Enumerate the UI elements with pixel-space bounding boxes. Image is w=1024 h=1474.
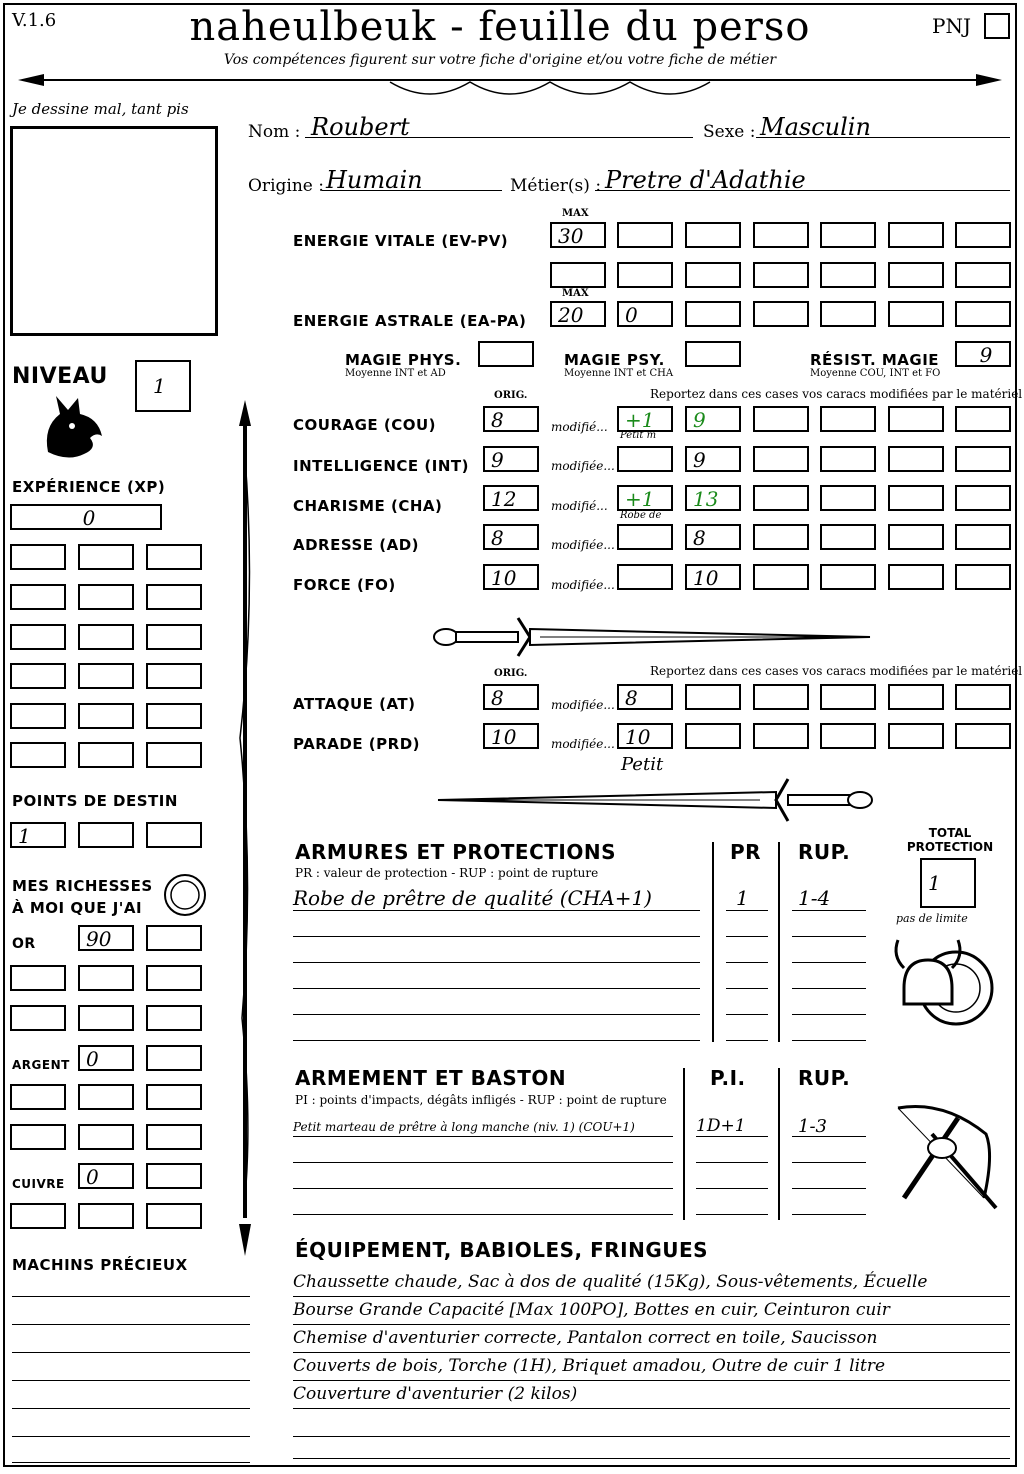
weapon-rup-line[interactable] — [792, 1168, 866, 1189]
argent-box[interactable] — [78, 1084, 134, 1110]
xp-box[interactable]: 0 — [10, 504, 162, 530]
stat-mod-label: modifiée... — [551, 578, 615, 592]
xp-box[interactable] — [78, 624, 134, 650]
magie-psy-box[interactable] — [685, 341, 741, 367]
destin-box[interactable] — [78, 822, 134, 848]
ea-max-box[interactable]: 20 — [550, 301, 606, 327]
xp-box[interactable] — [78, 742, 134, 768]
armor-divider — [712, 842, 714, 1042]
combat-final-box[interactable]: 10 — [617, 723, 673, 749]
weapon-divider — [683, 1068, 685, 1220]
combat-box[interactable] — [888, 723, 944, 749]
stat-label: INTELLIGENCE (INT) — [293, 457, 469, 475]
ev-box[interactable] — [685, 262, 741, 288]
cuivre-label: CUIVRE — [12, 1177, 65, 1191]
stat-orig-box[interactable]: 8 — [483, 524, 539, 550]
origine-value: Humain — [326, 166, 423, 194]
origine-field[interactable] — [322, 166, 502, 194]
stat-label: ADRESSE (AD) — [293, 536, 420, 554]
argent-box[interactable]: 0 — [78, 1045, 134, 1071]
sword-icon — [430, 610, 880, 660]
resist-magie-box[interactable]: 9 — [955, 341, 1011, 367]
combat-final-box[interactable]: 8 — [617, 684, 673, 710]
stat-box[interactable] — [820, 406, 876, 432]
nom-label: Nom : — [248, 122, 301, 142]
ev-box[interactable] — [955, 222, 1011, 248]
combat-note: Petit — [621, 754, 664, 775]
armor-rup-line[interactable] — [792, 1018, 866, 1041]
sexe-value: Masculin — [760, 113, 871, 141]
sexe-field[interactable] — [756, 113, 1010, 141]
xp-box[interactable] — [146, 624, 202, 650]
stat-mod-box[interactable] — [617, 524, 673, 550]
armor-name-line[interactable] — [293, 1018, 700, 1041]
armement-title: ARMEMENT ET BASTON — [295, 1066, 567, 1090]
equipment-line[interactable] — [293, 1412, 1010, 1437]
orig-label: ORIG. — [494, 390, 528, 401]
ea-box[interactable]: 0 — [617, 301, 673, 327]
orig-label: ORIG. — [494, 668, 528, 679]
ev-box[interactable] — [955, 262, 1011, 288]
armures-sub: PR : valeur de protection - RUP : point de rupture — [295, 866, 599, 880]
pnj-label: PNJ — [932, 14, 971, 38]
ea-box[interactable] — [955, 301, 1011, 327]
magie-psy-label: MAGIE PSY. — [564, 351, 665, 369]
magie-phys-sub: Moyenne INT et AD — [345, 368, 446, 379]
xp-box[interactable] — [10, 703, 66, 729]
xp-box[interactable] — [78, 544, 134, 570]
stat-box[interactable] — [955, 406, 1011, 432]
stat-mod-box[interactable]: +1 — [617, 485, 673, 511]
equipment-line[interactable] — [293, 1300, 1010, 1325]
resist-magie-sub: Moyenne COU, INT et FO — [810, 368, 941, 379]
ev-box[interactable] — [820, 222, 876, 248]
magie-phys-label: MAGIE PHYS. — [345, 351, 462, 369]
rup-header: RUP. — [798, 840, 851, 864]
stat-orig-box[interactable]: 12 — [483, 485, 539, 511]
coin-icon — [162, 872, 208, 918]
report-note: Reportez dans ces cases vos caracs modifiées par le matériel — [650, 387, 1023, 401]
or-box[interactable] — [10, 1005, 66, 1031]
argent-box[interactable] — [10, 1124, 66, 1150]
ea-box[interactable] — [888, 301, 944, 327]
armor-rup: 1-4 — [798, 886, 831, 910]
armor-pr-line[interactable] — [726, 914, 768, 937]
or-box[interactable] — [146, 965, 202, 991]
sexe-label: Sexe : — [703, 122, 756, 142]
stat-final-box[interactable]: 8 — [685, 524, 741, 550]
ea-box[interactable] — [685, 301, 741, 327]
armor-name: Robe de prêtre de qualité (CHA+1) — [293, 886, 652, 910]
weapon-pi: 1D+1 — [696, 1116, 746, 1136]
weapon-rup-line[interactable] — [792, 1194, 866, 1215]
stat-box[interactable] — [820, 524, 876, 550]
stat-mod-box[interactable] — [617, 446, 673, 472]
stat-mod-box[interactable]: +1 — [617, 406, 673, 432]
weapon-rup-line[interactable] — [792, 1116, 866, 1137]
stat-box[interactable] — [753, 446, 809, 472]
report-note: Reportez dans ces cases vos caracs modifiées par le matériel — [650, 664, 1023, 678]
xp-box[interactable] — [78, 663, 134, 689]
xp-box[interactable] — [146, 584, 202, 610]
armor-pr-line[interactable] — [726, 992, 768, 1015]
combat-orig-box[interactable]: 10 — [483, 723, 539, 749]
stat-mod-label: modifiée... — [551, 538, 615, 552]
armor-name-line[interactable] — [293, 992, 700, 1015]
precious-line[interactable] — [12, 1338, 250, 1353]
stat-orig-box[interactable]: 9 — [483, 446, 539, 472]
ea-box[interactable] — [820, 301, 876, 327]
weapon-pi-line[interactable] — [696, 1194, 768, 1215]
richesses-label-2: À MOI QUE J'AI — [12, 899, 143, 917]
armor-rup-line[interactable] — [792, 914, 866, 937]
armor-name-line[interactable] — [293, 914, 700, 937]
armor-divider — [778, 842, 780, 1042]
stat-box[interactable] — [753, 485, 809, 511]
armor-pr-line[interactable] — [726, 940, 768, 963]
precious-line[interactable] — [12, 1310, 250, 1325]
armor-rup-line[interactable] — [792, 886, 866, 911]
or-box[interactable] — [10, 965, 66, 991]
xp-box[interactable] — [10, 584, 66, 610]
magie-phys-box[interactable] — [478, 341, 534, 367]
precious-line[interactable] — [12, 1394, 250, 1409]
total-label-2: PROTECTION — [906, 840, 994, 854]
page-subtitle: Vos compétences figurent sur votre fiche d'origine et/ou votre fiche de métier — [223, 52, 777, 68]
or-box[interactable]: 90 — [78, 925, 134, 951]
metier-label: Métier(s) : — [510, 176, 602, 196]
stat-box[interactable] — [888, 485, 944, 511]
stat-mod-note: Robe de — [620, 510, 662, 521]
weapon-rup-line[interactable] — [792, 1142, 866, 1163]
cuivre-box[interactable] — [78, 1203, 134, 1229]
combat-box[interactable] — [820, 684, 876, 710]
total-protection-label — [904, 826, 996, 854]
stat-box[interactable] — [820, 446, 876, 472]
precious-line[interactable] — [12, 1282, 250, 1297]
cuivre-box[interactable] — [146, 1163, 202, 1189]
stat-box[interactable] — [888, 564, 944, 590]
argent-box[interactable] — [146, 1045, 202, 1071]
stat-box[interactable] — [955, 564, 1011, 590]
armor-pr-line[interactable] — [726, 966, 768, 989]
combat-label: PARADE (PRD) — [293, 735, 421, 753]
or-label: OR — [12, 936, 36, 952]
argent-box[interactable] — [10, 1084, 66, 1110]
ev-box[interactable] — [753, 262, 809, 288]
stat-orig-box[interactable]: 8 — [483, 406, 539, 432]
weapon-pi-line[interactable] — [696, 1168, 768, 1189]
equipment-text: Chemise d'aventurier correcte, Pantalon correct en toile, Saucisson — [293, 1328, 878, 1348]
equipment-line[interactable] — [293, 1384, 1010, 1409]
xp-box[interactable] — [10, 624, 66, 650]
armor-pr: 1 — [736, 886, 749, 910]
sword-icon — [430, 775, 880, 825]
weapon-name: Petit marteau de prêtre à long manche (niv. 1) (COU+1) — [293, 1120, 635, 1134]
combat-box[interactable] — [685, 684, 741, 710]
ev-box[interactable] — [888, 262, 944, 288]
equipment-text: Couverture d'aventurier (2 kilos) — [293, 1384, 578, 1404]
armor-name-line[interactable] — [293, 966, 700, 989]
xp-label: EXPÉRIENCE (XP) — [12, 478, 166, 496]
equipment-line[interactable] — [293, 1356, 1010, 1381]
stat-box[interactable] — [753, 564, 809, 590]
ev-box[interactable] — [550, 262, 606, 288]
xp-box[interactable] — [78, 584, 134, 610]
equipment-text: Chaussette chaude, Sac à dos de qualité (15Kg), Sous-vêtements, Écuelle — [293, 1272, 928, 1292]
stat-final-box[interactable]: 9 — [685, 406, 741, 432]
combat-box[interactable] — [955, 723, 1011, 749]
combat-box[interactable] — [820, 723, 876, 749]
or-box[interactable] — [146, 1005, 202, 1031]
combat-box[interactable] — [955, 684, 1011, 710]
stat-mod-label: modifié... — [551, 499, 608, 513]
stat-box[interactable] — [753, 524, 809, 550]
combat-mod-label: modifiée... — [551, 698, 615, 712]
equipment-text: Bourse Grande Capacité [Max 100PO], Bottes en cuir, Ceinturon cuir — [293, 1300, 890, 1320]
equipment-line[interactable] — [293, 1272, 1010, 1297]
magie-psy-sub: Moyenne INT et CHA — [564, 368, 674, 379]
portrait-box[interactable] — [10, 126, 218, 336]
metier-field[interactable] — [595, 166, 1010, 194]
precious-line[interactable] — [12, 1366, 250, 1381]
armor-name-line[interactable] — [293, 940, 700, 963]
xp-box[interactable] — [78, 703, 134, 729]
combat-box[interactable] — [888, 684, 944, 710]
stat-label: COURAGE (COU) — [293, 416, 437, 434]
richesses-label: MES RICHESSES — [12, 877, 153, 895]
armor-rup-line[interactable] — [792, 966, 866, 989]
combat-box[interactable] — [753, 723, 809, 749]
ev-max-box[interactable]: 30 — [550, 222, 606, 248]
xp-box[interactable] — [10, 663, 66, 689]
weapon-pi-line[interactable] — [696, 1142, 768, 1163]
armor-name-line[interactable] — [293, 886, 700, 911]
armement-sub: PI : points d'impacts, dégâts infligés - RUP : point de rupture — [295, 1093, 667, 1107]
stat-mod-box[interactable] — [617, 564, 673, 590]
origine-label: Origine : — [248, 176, 324, 196]
cuivre-box[interactable] — [10, 1203, 66, 1229]
stat-label: CHARISME (CHA) — [293, 497, 443, 515]
precious-line[interactable] — [12, 1422, 250, 1437]
combat-mod-label: modifiée... — [551, 737, 615, 751]
or-box[interactable] — [78, 1005, 134, 1031]
stat-label: FORCE (FO) — [293, 576, 396, 594]
weapon-pi-line[interactable] — [696, 1116, 768, 1137]
argent-box[interactable] — [146, 1084, 202, 1110]
cuivre-box[interactable]: 0 — [78, 1163, 134, 1189]
pi-header: P.I. — [710, 1066, 746, 1090]
stat-box[interactable] — [955, 485, 1011, 511]
pnj-checkbox[interactable] — [984, 13, 1010, 39]
or-box[interactable] — [146, 925, 202, 951]
weapon-name-line[interactable] — [293, 1142, 673, 1163]
stat-final-box[interactable]: 13 — [685, 485, 741, 511]
stat-box[interactable] — [820, 564, 876, 590]
total-protection-box[interactable]: 1 — [920, 858, 976, 908]
stat-orig-box[interactable]: 10 — [483, 564, 539, 590]
ev-box[interactable] — [820, 262, 876, 288]
stat-box[interactable] — [955, 446, 1011, 472]
combat-orig-box[interactable]: 8 — [483, 684, 539, 710]
niveau-box[interactable]: 1 — [135, 360, 191, 412]
rup-header: RUP. — [798, 1066, 851, 1090]
weapon-rup: 1-3 — [798, 1116, 827, 1137]
page-title: naheulbeuk - feuille du perso — [189, 4, 811, 50]
total-label-1: TOTAL — [928, 826, 972, 840]
no-limit-note: pas de limite — [896, 912, 968, 925]
equipment-text: Couverts de bois, Torche (1H), Briquet amadou, Outre de cuir 1 litre — [293, 1356, 886, 1376]
stat-box[interactable] — [955, 524, 1011, 550]
ev-box[interactable] — [888, 222, 944, 248]
ea-max-label: MAX — [562, 288, 589, 299]
stat-mod-label: modifiée... — [551, 459, 615, 473]
machins-precieux-label: MACHINS PRÉCIEUX — [12, 1256, 188, 1274]
stat-box[interactable] — [888, 524, 944, 550]
ev-label: ENERGIE VITALE (EV-PV) — [293, 232, 509, 250]
argent-label: ARGENT — [12, 1058, 70, 1072]
xp-box[interactable] — [146, 544, 202, 570]
stat-final-box[interactable]: 9 — [685, 446, 741, 472]
argent-box[interactable] — [146, 1124, 202, 1150]
version-label: V.1.6 — [12, 10, 57, 31]
stat-box[interactable] — [888, 446, 944, 472]
weapon-name-line[interactable] — [293, 1116, 673, 1137]
ea-label: ENERGIE ASTRALE (EA-PA) — [293, 312, 527, 330]
metier-value: Pretre d'Adathie — [605, 166, 806, 194]
weapon-divider — [778, 1068, 780, 1220]
xp-box[interactable] — [10, 742, 66, 768]
ev-max-label: MAX — [562, 208, 589, 219]
armor-rup-line[interactable] — [792, 992, 866, 1015]
dragon-icon — [38, 392, 108, 464]
ev-box[interactable] — [753, 222, 809, 248]
nom-field[interactable] — [305, 113, 693, 141]
nom-value: Roubert — [311, 113, 410, 141]
armures-title: ARMURES ET PROTECTIONS — [295, 840, 616, 864]
destin-box[interactable]: 1 — [10, 822, 66, 848]
resist-magie-label: RÉSIST. MAGIE — [810, 351, 940, 369]
argent-box[interactable] — [78, 1124, 134, 1150]
destin-box[interactable] — [146, 822, 202, 848]
ev-box[interactable] — [617, 262, 673, 288]
cuivre-box[interactable] — [146, 1203, 202, 1229]
xp-box[interactable] — [10, 544, 66, 570]
stat-box[interactable] — [820, 485, 876, 511]
precious-line[interactable] — [12, 1448, 250, 1463]
combat-label: ATTAQUE (AT) — [293, 695, 416, 713]
ea-box[interactable] — [753, 301, 809, 327]
equipement-title: ÉQUIPEMENT, BABIOLES, FRINGUES — [295, 1238, 709, 1262]
armor-pr-line[interactable] — [726, 1018, 768, 1041]
xp-box[interactable] — [146, 663, 202, 689]
armor-pr-line[interactable] — [726, 886, 768, 911]
xp-box[interactable] — [146, 742, 202, 768]
weapons-icon — [884, 1094, 1008, 1218]
stat-box[interactable] — [753, 406, 809, 432]
stat-box[interactable] — [888, 406, 944, 432]
weapon-name-line[interactable] — [293, 1194, 673, 1215]
equipment-line[interactable] — [293, 1328, 1010, 1353]
xp-box[interactable] — [146, 703, 202, 729]
combat-box[interactable] — [753, 684, 809, 710]
armor-rup-line[interactable] — [792, 940, 866, 963]
stat-final-box[interactable]: 10 — [685, 564, 741, 590]
destin-label: POINTS DE DESTIN — [12, 792, 178, 810]
ev-box[interactable] — [617, 222, 673, 248]
ev-box[interactable] — [685, 222, 741, 248]
equipment-line[interactable] — [293, 1438, 1010, 1459]
stat-mod-label: modifié... — [551, 420, 608, 434]
helmet-shield-icon — [890, 926, 1002, 1038]
combat-box[interactable] — [685, 723, 741, 749]
spear-icon — [230, 398, 260, 1258]
niveau-label: NIVEAU — [12, 364, 108, 389]
or-box[interactable] — [78, 965, 134, 991]
weapon-name-line[interactable] — [293, 1168, 673, 1189]
portrait-caption: Je dessine mal, tant pis — [12, 100, 189, 118]
pr-header: PR — [730, 840, 762, 864]
stat-mod-note: Petit m — [620, 430, 657, 441]
